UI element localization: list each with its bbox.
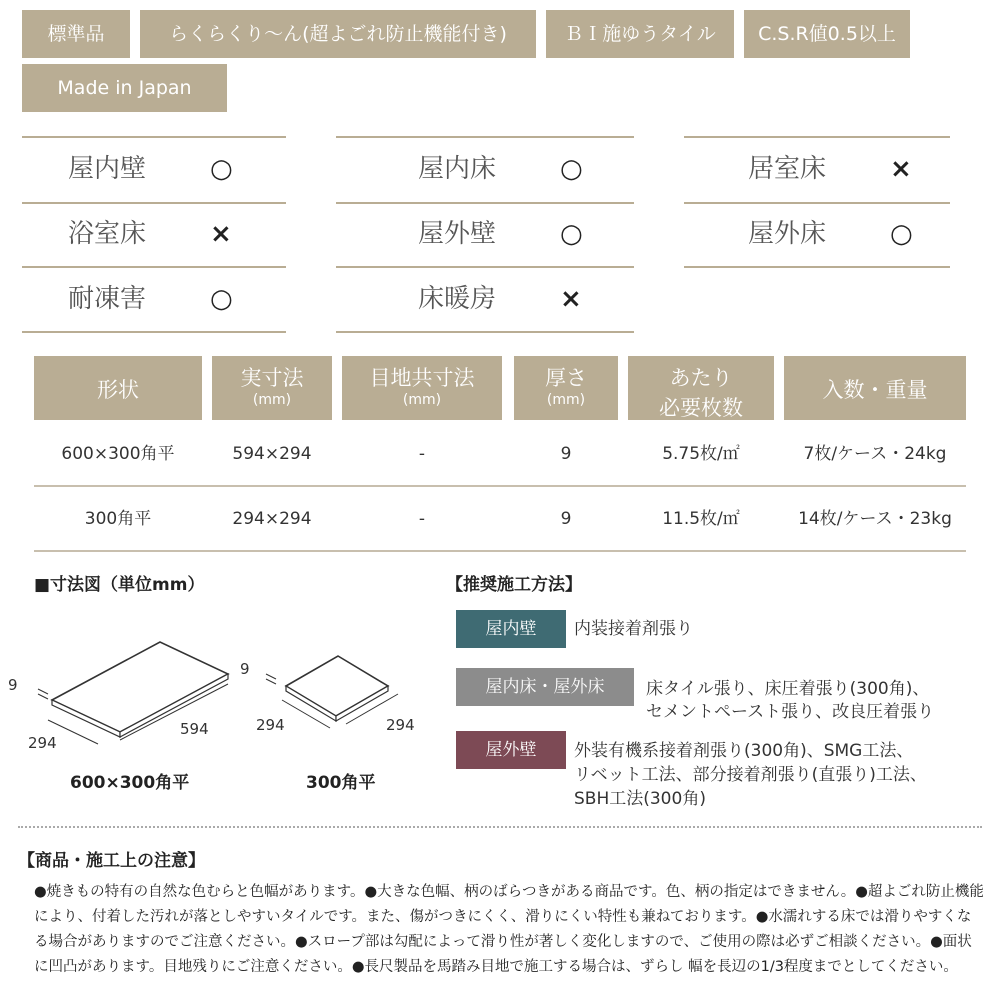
method-text-outdoor-wall-line1: 外装有機系接着剤張り(300角)、SMG工法、 (574, 741, 914, 761)
cell-actual-size: 294×294 (232, 509, 312, 529)
cell-joint-size: - (418, 444, 426, 464)
th-count-line2: 必要枚数 (659, 396, 743, 420)
notes-body: ●焼きもの特有の自然な色むらと色幅があります。●大きな色幅、柄のばらつきがある商品です。色、柄の指定はできません。●超よごれ防止機能により、付着した汚れが落としやすいタイルです。また、傷がつきにくく、滑りにくい特性も兼ねております。●水濡れする床では滑りやすくなる場合がありますのでご注意ください。●スロープ部は勾配によって滑り性が著しく変化しますので、ご使用の際は必ずご相談ください。●面状に凹凸があります。目地残りにご注意ください。●長尺製品を馬踏み目地で施工する場合は、ずらし 幅を長辺の1/3程度までとしてください。 (34, 884, 984, 975)
tag-csr: C.S.R値0.5以上 (744, 10, 910, 58)
method-text-floor-line2: セメントペースト張り、改良圧着張り (646, 702, 935, 722)
th-thickness (514, 356, 618, 420)
cell-count: 5.75枚/㎡ (662, 444, 740, 464)
usage-label-outdoor-wall: 屋外壁 (418, 219, 497, 249)
dimension-title: ■寸法図（単位mm） (34, 575, 205, 595)
th-thickness-unit: (mm) (546, 392, 586, 408)
method-text-floor-line1: 床タイル張り、床圧着張り(300角)、 (646, 679, 930, 699)
th-count-line1: あたり (669, 366, 733, 390)
usage-mark-frost: ○ (210, 284, 233, 314)
methods-title: 【推奨施工方法】 (446, 575, 582, 595)
usage-mark-indoor-wall: ○ (210, 154, 233, 184)
th-count-per-sqm (628, 356, 774, 420)
cell-count: 11.5枚/㎡ (662, 509, 740, 529)
small-depth-label: 294 (256, 716, 285, 734)
th-actual-size-unit: (mm) (252, 392, 292, 408)
method-label-outdoor-wall: 屋外壁 (456, 731, 566, 769)
usage-label-floor-heating: 床暖房 (418, 284, 497, 314)
usage-label-bath-floor: 浴室床 (68, 219, 147, 249)
method-text-indoor-wall: 内装接着剤張り (574, 619, 693, 639)
usage-mark-outdoor-wall: ○ (560, 219, 583, 249)
method-label-floor: 屋内床・屋外床 (456, 668, 634, 706)
th-thickness-label: 厚さ (545, 366, 587, 390)
cell-pack-weight: 14枚/ケース・23kg (798, 509, 952, 529)
large-thickness-label: 9 (8, 676, 18, 694)
tag-raku-clean: らくらくり〜ん(超よごれ防止機能付き) (140, 10, 536, 58)
cell-pack-weight: 7枚/ケース・24kg (803, 444, 947, 464)
usage-label-indoor-wall: 屋内壁 (68, 154, 147, 184)
cell-actual-size: 594×294 (232, 444, 312, 464)
th-actual-size-label: 実寸法 (240, 366, 304, 390)
tag-made-in-japan: Made in Japan (22, 64, 227, 112)
usage-mark-indoor-floor: ○ (560, 154, 583, 184)
method-label-indoor-wall: 屋内壁 (456, 610, 566, 648)
notes-title: 【商品・施工上の注意】 (18, 851, 205, 871)
section-divider (18, 826, 982, 828)
usage-label-frost: 耐凍害 (68, 284, 147, 314)
cell-joint-size: - (418, 509, 426, 529)
th-joint-size (342, 356, 502, 420)
usage-mark-bath-floor: × (210, 219, 232, 249)
th-joint-size-unit: (mm) (402, 392, 442, 408)
large-tile-caption: 600×300角平 (70, 773, 190, 793)
usage-mark-floor-heating: × (560, 284, 582, 314)
th-actual-size (212, 356, 332, 420)
cell-shape: 600×300角平 (61, 444, 175, 464)
tag-standard: 標準品 (22, 10, 130, 58)
large-width-label: 594 (180, 720, 209, 738)
usage-label-living-floor: 居室床 (748, 154, 827, 184)
th-pack-weight (784, 356, 966, 420)
th-joint-size-label: 目地共寸法 (369, 366, 475, 390)
method-text-outdoor-wall-line2: リベット工法、部分接着剤張り(直張り)工法、 (574, 765, 927, 785)
cell-thickness: 9 (560, 444, 572, 464)
cell-shape: 300角平 (84, 509, 152, 529)
th-shape-label: 形状 (97, 378, 139, 402)
th-shape (34, 356, 202, 420)
small-width-label: 294 (386, 716, 415, 734)
usage-mark-living-floor: × (890, 154, 912, 184)
usage-label-outdoor-floor: 屋外床 (748, 219, 827, 249)
small-tile-caption: 300角平 (306, 773, 376, 793)
th-pack-weight-label: 入数・重量 (822, 378, 928, 402)
small-thickness-label: 9 (240, 660, 250, 678)
cell-thickness: 9 (560, 509, 572, 529)
method-text-outdoor-wall-line3: SBH工法(300角) (574, 789, 706, 809)
usage-mark-outdoor-floor: ○ (890, 219, 913, 249)
large-depth-label: 294 (28, 734, 57, 752)
tag-bi-glaze: ＢＩ施ゆうタイル (546, 10, 734, 58)
small-tile-drawing (266, 656, 398, 728)
usage-label-indoor-floor: 屋内床 (418, 154, 497, 184)
